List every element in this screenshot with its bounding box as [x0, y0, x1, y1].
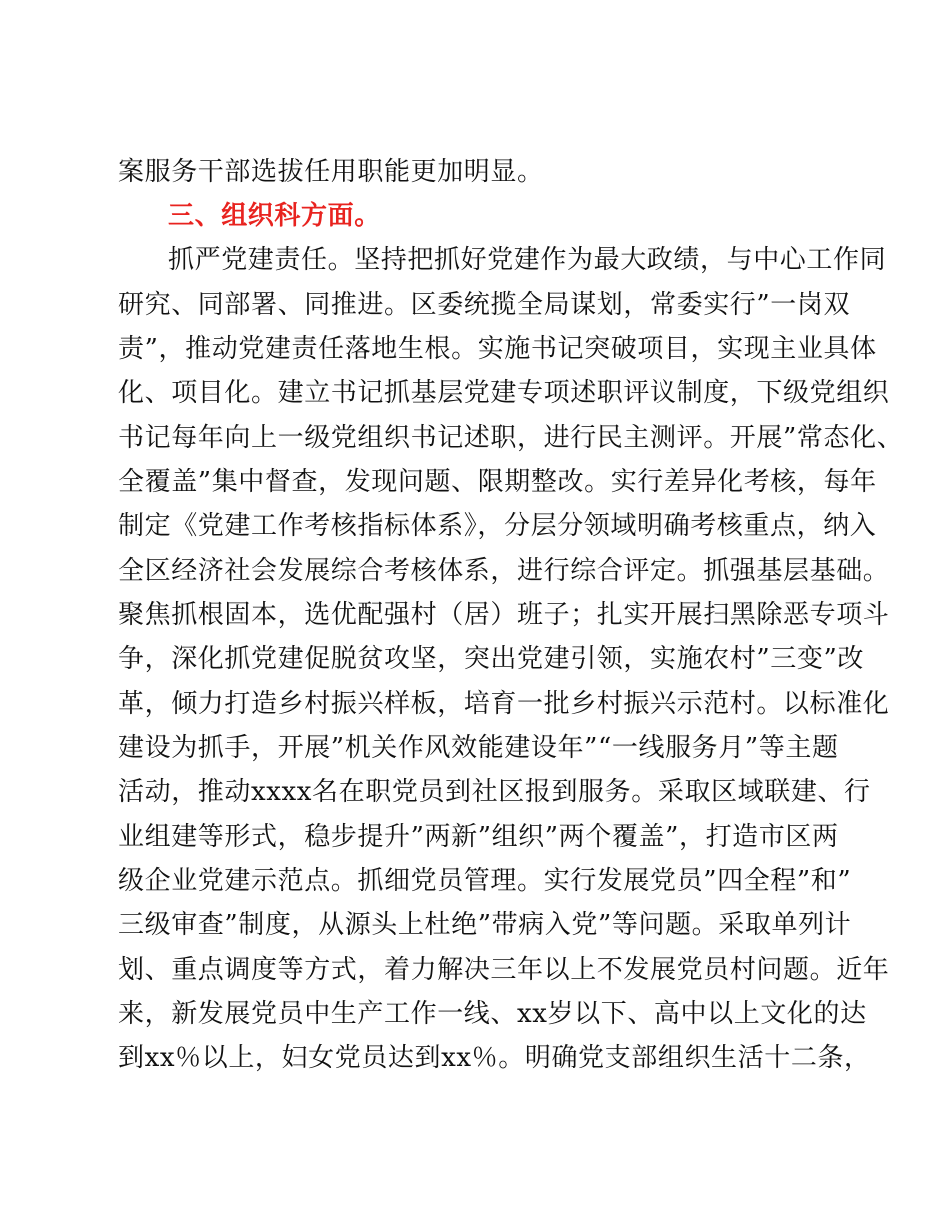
paragraph-line: 活动，推动xxxx名在职党员到社区报到服务。采取区域联建、行: [118, 777, 871, 807]
paragraph-line: 划、重点调度等方式，着力解决三年以上不发展党员村问题。近年: [118, 955, 890, 985]
paragraph-line: 来，新发展党员中生产工作一线、xx岁以下、高中以上文化的达: [118, 999, 867, 1029]
paragraph-line: 三级审查”制度，从源头上杜绝”带病入党”等问题。采取单列计: [118, 910, 852, 940]
paragraph-line: 责”，推动党建责任落地生根。实施书记突破项目，实现主业具体: [118, 334, 877, 364]
paragraph-line: 制定《党建工作考核指标体系》，分层分领域明确考核重点，纳入: [118, 511, 877, 541]
paragraph-line: 研究、同部署、同推进。区委统揽全局谋划，常委实行”一岗双: [118, 290, 851, 320]
paragraph-line: 书记每年向上一级党组织书记述职，进行民主测评。开展”常态化、: [118, 423, 904, 453]
paragraph-line: 化、项目化。建立书记抓基层党建专项述职评议制度，下级党组织: [118, 378, 890, 408]
paragraph-line: 业组建等形式，稳步提升”两新”组织”两个覆盖”，打造市区两: [118, 822, 839, 852]
paragraph-line: 级企业党建示范点。抓细党员管理。实行发展党员”四全程”和”: [118, 866, 852, 896]
paragraph-line: 建设为抓手，开展”机关作风效能建设年”“一线服务月”等主题: [118, 733, 839, 763]
paragraph-line: 到xx％以上，妇女党员达到xx％。明确党支部组织生活十二条，: [118, 1043, 871, 1073]
section-heading: 三、组织科方面。: [168, 201, 381, 231]
paragraph-line: 革，倾力打造乡村振兴样板，培育一批乡村振兴示范村。以标准化: [118, 689, 890, 719]
paragraph-line: 聚焦抓根固本，选优配强村（居）班子；扎实开展扫黑除恶专项斗: [118, 600, 890, 630]
paragraph-line: 全区经济社会发展综合考核体系，进行综合评定。抓强基层基础。: [118, 556, 890, 586]
intro-line: 案服务干部选拔任用职能更加明显。: [118, 157, 544, 187]
paragraph-line: 争，深化抓党建促脱贫攻坚，突出党建引领，实施农村”三变”改: [118, 644, 864, 674]
paragraph-line: 抓严党建责任。坚持把抓好党建作为最大政绩，与中心工作同: [168, 245, 887, 275]
paragraph-line: 全覆盖”集中督查，发现问题、限期整改。实行差异化考核，每年: [118, 467, 877, 497]
